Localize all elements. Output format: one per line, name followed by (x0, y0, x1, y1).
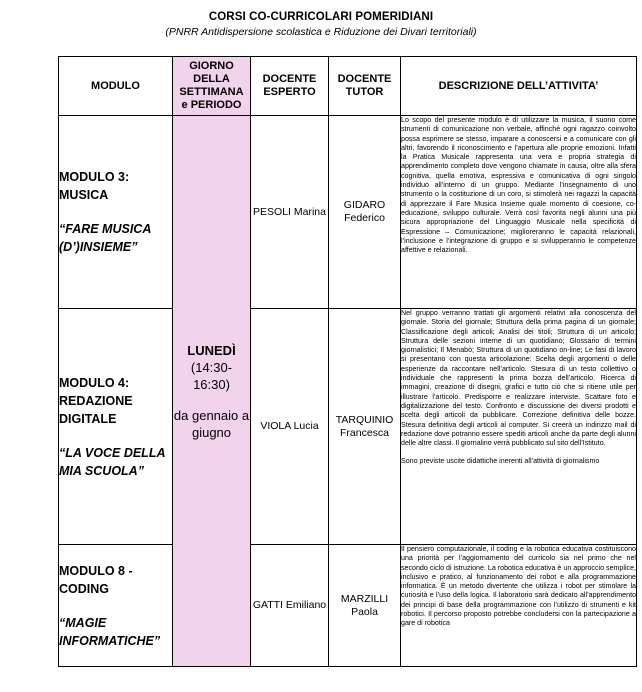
schedule-time: (14:30-16:30) (190, 359, 233, 392)
activity-description (401, 116, 637, 309)
table-row (59, 309, 637, 545)
header-docente-tutor: DOCENTE TUTOR (329, 57, 401, 116)
schedule-day: LUNEDÌ (187, 342, 236, 358)
module-subject: REDAZIONE DIGITALE (59, 393, 133, 426)
tutor-teacher: GIDARO Federico (329, 116, 401, 309)
document-subtitle: (PNRR Antidispersione scolastica e Riduzione dei Divari territoriali) (165, 26, 477, 38)
tutor-teacher: MARZILLI Paola (329, 545, 401, 667)
description-text: Nel gruppo verranno trattati gli argomenti relativi alla conoscenza del giornale. Storia del giornale; Struttura della prima pagina di un giornale; Classificazione degli articoli; Analisi dei titoli; Struttura di un articolo; Struttura delle sezioni interne di un quotidiano; Glossario di termini giornalistici; Il Menabò; Struttura di un quotidiano on-line; Le fasi di lavoro si presentano con questa articolazione: Scelta degli argomenti o delle esperienze da raccontare nell’articolo. Stesura di un testo collettivo o individuale che rappresenti la prima bozza dell’articolo. Ricerca di immagini, creazione di disegni, grafici e tutto ciò che si ritiene utile per illustrare l’articolo. Predisporre e realizzare interviste. Scattare foto e digitalizzazione del testo. Confronto e discussione dei diversi prodotti e scelta degli articoli da pubblicare. Correzione definitiva delle bozze. Stesura definitiva degli articoli al computer. Si creerà un indirizzo mail di redazione dove potranno essere spediti articoli anche da parte degli alunni delle altre classi. Il giornalino verrà pubblicato sul sito dell’Istituto. (401, 309, 636, 448)
schedule-cell (173, 116, 251, 667)
expert-teacher: PESOLI Marina (251, 116, 329, 309)
table-header-row (59, 57, 637, 116)
module-title: “FARE MUSICA (D’)INSIEME” (59, 222, 151, 254)
module-title: “LA VOCE DELLA MIA SCUOLA” (59, 445, 166, 478)
expert-teacher: GATTI Emiliano (251, 545, 329, 667)
module-subject: MUSICA (59, 188, 109, 202)
header-descrizione: DESCRIZIONE DELL’ATTIVITA’ (401, 57, 637, 116)
header-modulo: MODULO (59, 57, 173, 116)
module-code: MODULO 8 - (59, 563, 133, 578)
module-cell (59, 309, 173, 545)
activity-description (401, 309, 637, 545)
description-text: Lo scopo del presente modulo è di utilizzare la musica, il suono come strumenti di comunicazione non verbale, affinché ogni ragazzo coinvolto possa esprimere se stesso, imparare a conoscersi e a comunicare con gli altri, favorendo il riconoscimento e l’apertura alle proprie emozioni. Infatti la Pratica Musicale rappresenta una vera e propria strategia di apprendimento completo dove vengono chiamate in causa, oltre alla sfera cognitiva, quella emotiva, espressiva e comunicativa di ogni singolo individuo all’interno di un gruppo. Mediante l’insegnamento di uno strumento o la costituzione di un coro, si stimolerà nei ragazzi la capacità di apprezzare il Fare Musica Insieme quale momento di coesione, co-educazione, sviluppo culturale. Verrà così favorita negli alunni una più sicura appropriazione del Linguaggio Musicale nella specificità di Espressione – Comunicazione; miglioreranno le capacità relazionali, l’inclusione e l’integrazione di gruppo e si svilupperanno le competenze affettive e relazionali. (401, 116, 636, 255)
table-row (59, 545, 637, 667)
tutor-teacher: TARQUINIO Francesca (329, 309, 401, 545)
module-code: MODULO 4: (59, 375, 130, 390)
module-code: MODULO 3: (59, 170, 130, 184)
activity-description (401, 545, 637, 667)
module-subject: CODING (59, 581, 109, 596)
description-note: Sono previste uscite didattiche inerenti all’attività di giornalismo (401, 457, 600, 466)
schedule-period: da gennaio a giugno (173, 407, 250, 440)
expert-teacher: VIOLA Lucia (251, 309, 329, 545)
header-docente-esperto: DOCENTE ESPERTO (251, 57, 329, 116)
module-title: “MAGIE INFORMATICHE” (59, 615, 161, 648)
description-text: Il pensiero computazionale, il coding e la robotica educativa costituiscono una priorità per l’aggiornamento del curricolo sia nel primo che nel secondo ciclo di istruzione. La robotica educativa è un approccio semplice, inclusivo e pratico, al funzionamento dei robot e alla programmazione informatica. È un metodo divertente che utilizza i robot per stimolare la curiosità e l’uso della logica. Il laboratorio sarà dedicato all’apprendimento dei principi di base della programmazione con l’utilizzo di strumenti e kit robotici. Il percorso proposto potrebbe concludersi con la partecipazione a gare di robotica (401, 545, 636, 628)
header-giorno: GIORNO DELLA SETTIMANA e PERIODO (173, 57, 251, 116)
module-cell (59, 545, 173, 667)
module-cell (59, 116, 173, 309)
document-title: CORSI CO-CURRICOLARI POMERIDIANI (208, 11, 434, 23)
courses-table (58, 56, 637, 667)
table-row (59, 116, 637, 309)
